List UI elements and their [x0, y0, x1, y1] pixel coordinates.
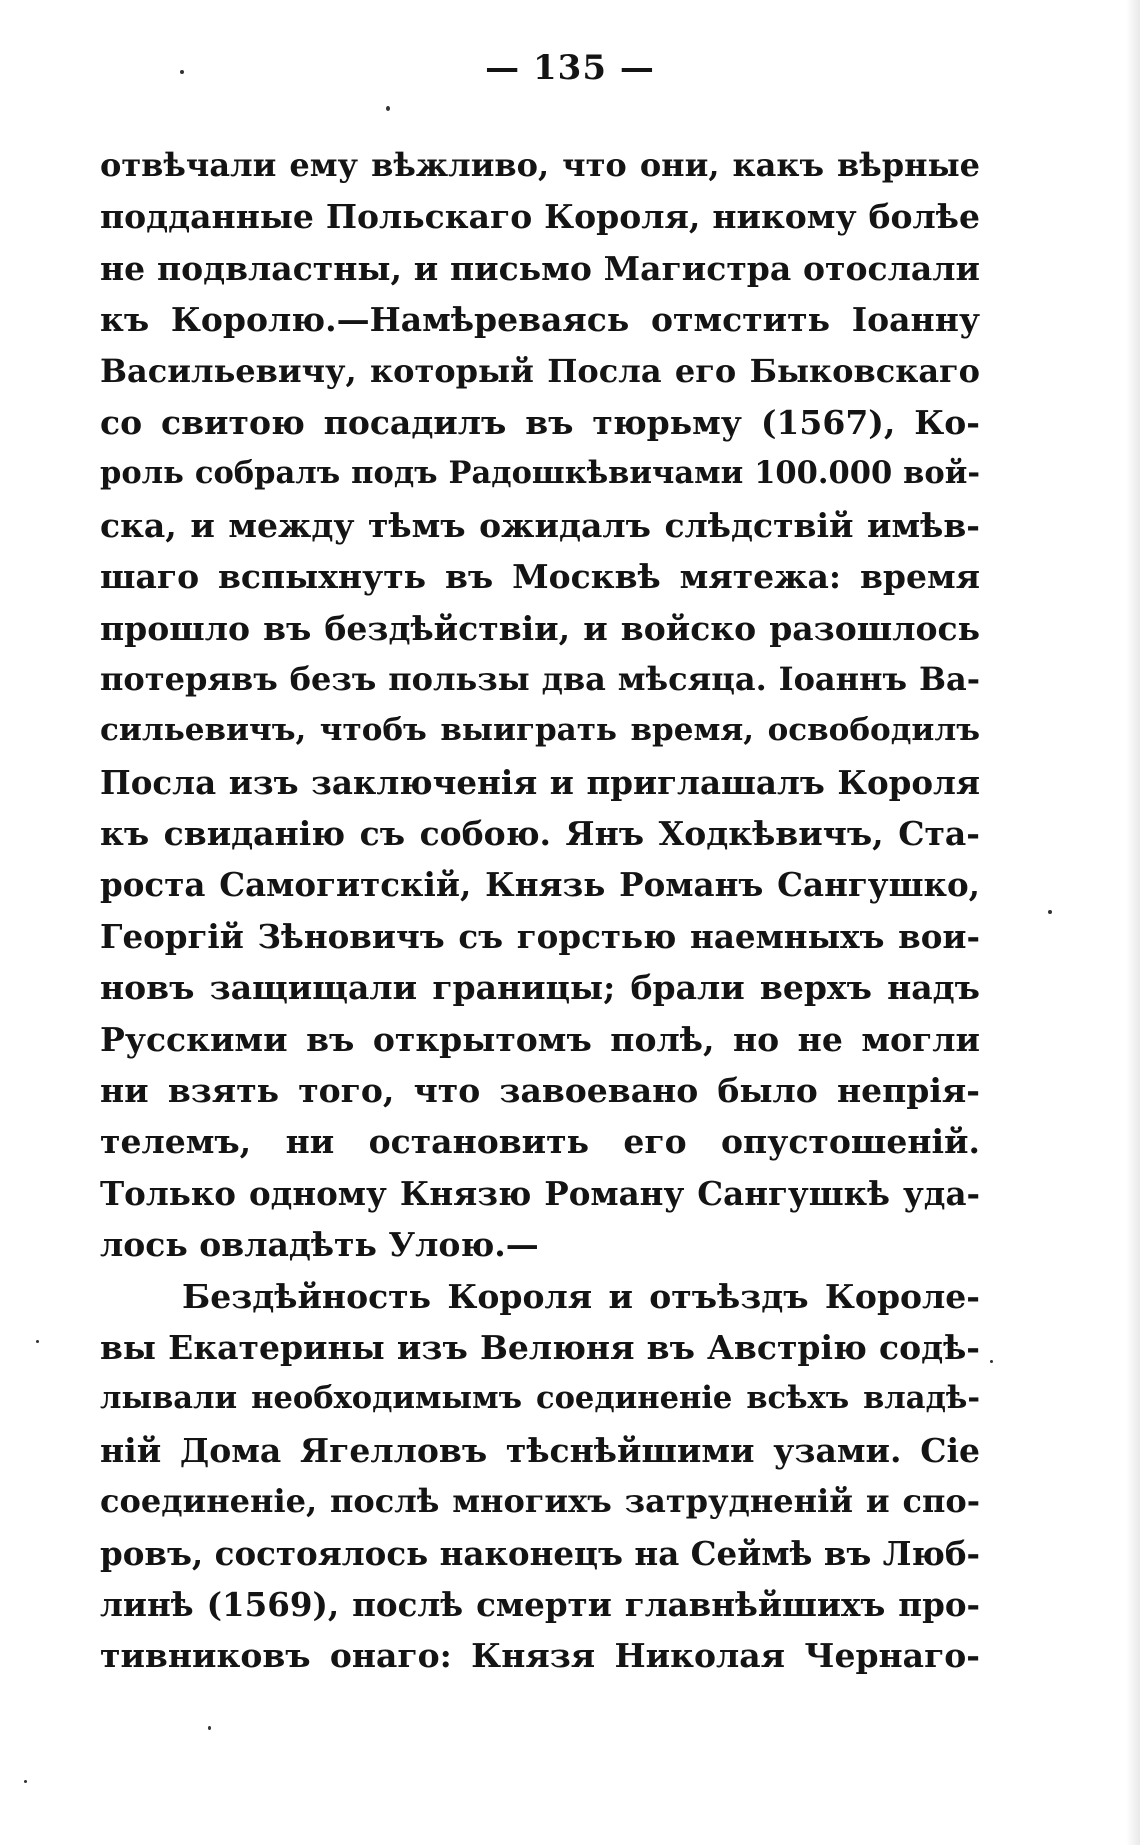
- text-line: къ Королю.—Намѣреваясь отмстить Іоанну: [100, 300, 980, 340]
- text-line: роста Самогитскій, Князь Романъ Сангушко,: [100, 865, 980, 905]
- text-line: телемъ, ни остановить его опустошеній.: [100, 1122, 980, 1162]
- text-line: къ свиданію съ собою. Янъ Ходкѣвичъ, Ста-: [100, 814, 980, 854]
- text-line: соединеніе, послѣ многихъ затрудненій и спо-: [100, 1482, 980, 1521]
- paragraph: [100, 140, 980, 1271]
- page-edge-shadow: [1126, 0, 1140, 1845]
- scan-speck: [24, 1780, 27, 1783]
- scan-speck: [180, 70, 184, 74]
- text-line: ній Дома Ягелловъ тѣснѣйшими узами. Сіе: [100, 1430, 980, 1470]
- scan-speck: [36, 1340, 39, 1343]
- text-line: вы Екатерины изъ Велюня въ Австрію содѣ-: [100, 1327, 980, 1367]
- text-line: роль собралъ подъ Радошкѣвичами 100.000 вой-: [100, 455, 980, 492]
- text-line: отвѣчали ему вѣжливо, что они, какъ вѣрные: [100, 146, 980, 184]
- text-line: ровъ, состоялось наконецъ на Сеймѣ въ Люб-: [100, 1533, 980, 1573]
- text-line: потерявъ безъ пользы два мѣсяца. Іоаннъ Ва-: [100, 659, 980, 698]
- text-line: Только одному Князю Роману Сангушкѣ уда-: [100, 1173, 980, 1213]
- text-line: Георгій Зѣновичъ съ горстью наемныхъ вои-: [100, 916, 980, 956]
- text-line: шаго вспыхнуть въ Москвѣ мятежа: время: [100, 557, 980, 597]
- text-line: сильевичъ, чтобъ выиграть время, освободилъ: [100, 712, 980, 749]
- text-line: Посла изъ заключенія и приглашалъ Короля: [100, 762, 980, 802]
- page-number: — 135 —: [485, 48, 655, 88]
- text-line: лось овладѣть Улою.—: [100, 1225, 539, 1265]
- text-line: ни взять того, что завоевано было непрія-: [100, 1071, 980, 1111]
- text-line: ска, и между тѣмъ ожидалъ слѣдствій имѣв-: [100, 505, 980, 545]
- text-line: тивниковъ онаго: Князя Николая Чернаго-: [100, 1636, 980, 1676]
- text-line: Васильевичу, который Посла его Быковскаго: [100, 351, 980, 390]
- scan-speck: [208, 1726, 211, 1730]
- text-line: подданные Польскаго Короля, никому болѣе: [100, 197, 980, 237]
- body-text: [100, 140, 980, 1682]
- text-line: Бездѣйность Короля и отъѣздъ Короле-: [182, 1276, 980, 1316]
- text-line: линѣ (1569), послѣ смерти главнѣйшихъ про-: [100, 1584, 980, 1624]
- text-line: не подвластны, и письмо Магистра отослали: [100, 248, 980, 288]
- scan-speck: [386, 106, 390, 111]
- paragraph: [100, 1271, 980, 1682]
- text-line: Русскими въ открытомъ полѣ, но не могли: [100, 1019, 980, 1059]
- text-line: новъ защищали границы; брали верхъ надъ: [100, 968, 980, 1008]
- scan-speck: [1048, 910, 1052, 914]
- scan-speck: [990, 1360, 993, 1363]
- text-line: лывали необходимымъ соединеніе всѣхъ владѣ-: [100, 1380, 980, 1417]
- text-line: со свитою посадилъ въ тюрьму (1567), Ко-: [100, 402, 980, 442]
- text-line: прошло въ бездѣйствіи, и войско разошлось: [100, 608, 980, 648]
